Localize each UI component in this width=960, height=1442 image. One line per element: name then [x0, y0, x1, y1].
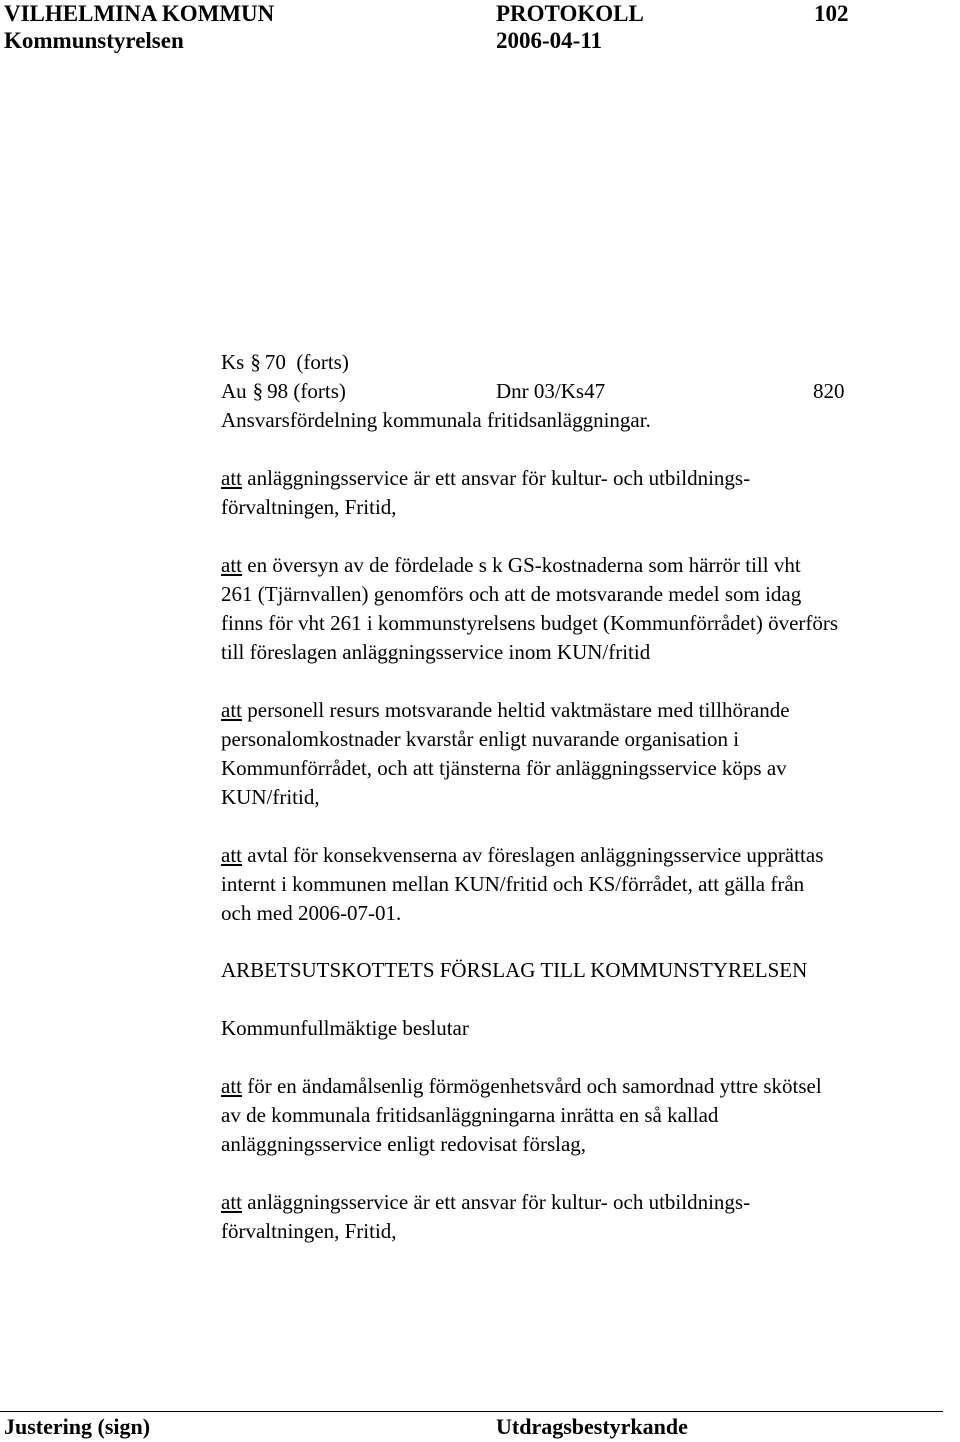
- paragraph-line: [221, 696, 790, 725]
- paragraph-line: personalomkostnader kvarstår enligt nuvarande organisation i: [221, 727, 740, 751]
- paragraph-line: [221, 1188, 750, 1217]
- att-keyword: att: [221, 1074, 242, 1098]
- footer-divider: [0, 1411, 943, 1412]
- footer-justering: Justering (sign): [4, 1414, 151, 1439]
- case-au-suffix: (forts): [293, 379, 346, 403]
- header-date: 2006-04-11: [496, 28, 603, 53]
- header-page-number: 102: [814, 1, 849, 26]
- paragraph-att-1: [221, 464, 750, 522]
- header-body: Kommunstyrelsen: [4, 28, 184, 53]
- paragraph-line: [221, 464, 750, 493]
- line-text: anläggningsservice är ett ansvar för kultur- och utbildnings-: [242, 1190, 751, 1214]
- case-ks-prefix: Ks: [221, 350, 245, 374]
- case-au-line: [221, 377, 346, 406]
- paragraph-att-3: [221, 696, 790, 812]
- case-ks-line: [221, 348, 349, 377]
- footer-utdragsbestyrkande: Utdragsbestyrkande: [496, 1414, 688, 1439]
- case-au-prefix: Au: [221, 379, 247, 403]
- paragraph-line: Kommunförrådet, och att tjänsterna för anläggningsservice köps av: [221, 756, 787, 780]
- paragraph-att-6: [221, 1188, 750, 1246]
- paragraph-line: 261 (Tjärnvallen) genomförs och att de motsvarande medel som idag: [221, 582, 802, 606]
- line-text: personell resurs motsvarande heltid vaktmästare med tillhörande: [242, 698, 790, 722]
- section-symbol: §: [250, 350, 261, 374]
- paragraph-line: [221, 841, 823, 870]
- paragraph-line: finns för vht 261 i kommunstyrelsens budget (Kommunförrådet) överförs: [221, 611, 839, 635]
- header-municipality: VILHELMINA KOMMUN: [4, 1, 275, 26]
- paragraph-att-2: [221, 551, 838, 667]
- case-code: 820: [813, 379, 845, 403]
- att-keyword: att: [221, 1190, 242, 1214]
- paragraph-line: förvaltningen, Fritid,: [221, 1219, 397, 1243]
- att-keyword: att: [221, 843, 242, 867]
- paragraph-line: [221, 1072, 822, 1101]
- line-text: en översyn av de fördelade s k GS-kostnaderna som härrör till vht: [242, 553, 801, 577]
- paragraph-line: [221, 551, 838, 580]
- case-ks-suffix: (forts): [296, 350, 349, 374]
- line-text: anläggningsservice är ett ansvar för kultur- och utbildnings-: [242, 466, 751, 490]
- paragraph-line: till föreslagen anläggningsservice inom KUN/fritid: [221, 640, 651, 664]
- section-symbol: §: [252, 379, 264, 403]
- paragraph-att-4: [221, 841, 823, 928]
- att-keyword: att: [221, 553, 242, 577]
- case-dnr: Dnr 03/Ks47: [496, 379, 606, 403]
- section-heading: ARBETSUTSKOTTETS FÖRSLAG TILL KOMMUNSTYRELSEN: [221, 958, 808, 982]
- decision-intro: Kommunfullmäktige beslutar: [221, 1016, 469, 1040]
- paragraph-line: förvaltningen, Fritid,: [221, 495, 397, 519]
- case-subject: Ansvarsfördelning kommunala fritidsanläggningar.: [221, 408, 651, 432]
- case-au-number: 98: [267, 379, 289, 403]
- case-ks-number: 70: [264, 350, 286, 374]
- att-keyword: att: [221, 466, 242, 490]
- header-doc-type: PROTOKOLL: [496, 1, 644, 26]
- paragraph-line: av de kommunala fritidsanläggningarna inrätta en så kallad: [221, 1103, 719, 1127]
- paragraph-line: och med 2006-07-01.: [221, 901, 402, 925]
- line-text: avtal för konsekvenserna av föreslagen anläggningsservice upprättas: [242, 843, 824, 867]
- paragraph-line: internt i kommunen mellan KUN/fritid och KS/förrådet, att gälla från: [221, 872, 805, 896]
- paragraph-att-5: [221, 1072, 822, 1159]
- paragraph-line: KUN/fritid,: [221, 785, 320, 809]
- line-text: för en ändamålsenlig förmögenhetsvård och samordnad yttre skötsel: [242, 1074, 822, 1098]
- att-keyword: att: [221, 698, 242, 722]
- paragraph-line: anläggningsservice enligt redovisat förslag,: [221, 1132, 587, 1156]
